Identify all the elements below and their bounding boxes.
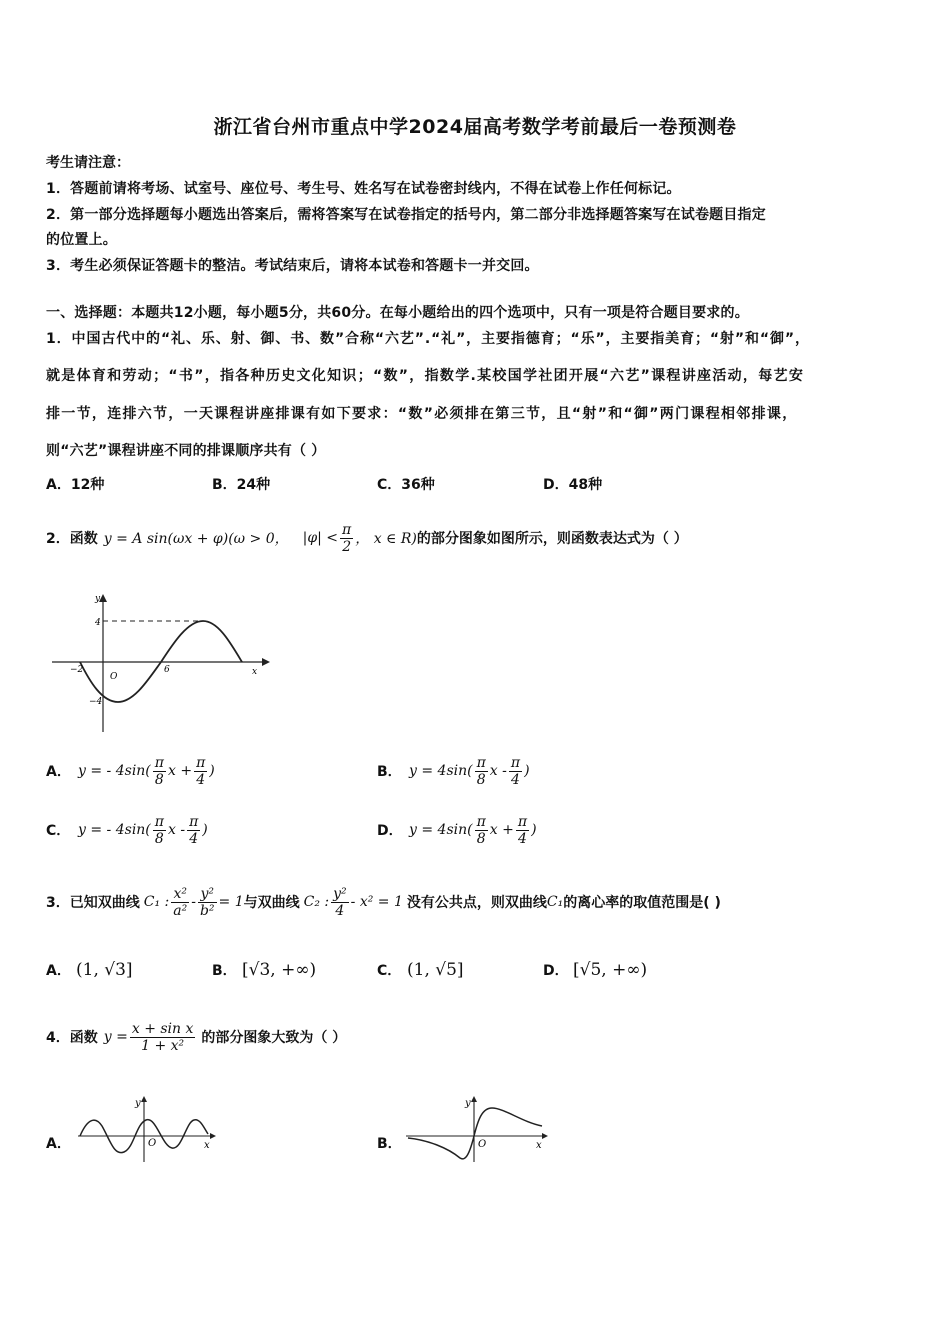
y-axis-arrow-icon — [99, 594, 107, 602]
numerator: x² — [171, 886, 189, 903]
q2-option-a[interactable] — [46, 752, 215, 790]
option-value: [√5, +∞) — [573, 960, 648, 980]
origin-label: O — [148, 1138, 157, 1149]
q3-prefix: 3．已知双曲线 — [46, 895, 140, 911]
denominator: 4 — [335, 902, 345, 919]
y-label: y — [465, 1098, 471, 1109]
notice-item: 2．第一部分选择题每小题选出答案后，需将答案写在试卷指定的括号内，第二部分非选择题答案写在试卷题目指定 — [46, 207, 766, 223]
q4-option-a-graph[interactable] — [76, 1094, 218, 1164]
notice-item: 1．答题前请将考场、试室号、座位号、考生号、姓名写在试卷密封线内，不得在试卷上作任何标记。 — [46, 181, 681, 197]
q2-prefix: 2．函数 — [46, 531, 98, 547]
numerator: π — [517, 813, 528, 830]
section-heading: 一、选择题：本题共12小题，每小题5分，共60分。在每小题给出的四个选项中，只有一项是符合题目要求的。 — [46, 305, 749, 321]
q3-minus: - — [191, 894, 196, 910]
q1-option-c[interactable]: C．36种 — [377, 477, 435, 493]
option-mid: x - — [489, 763, 507, 779]
q3-c2: C₂ : — [303, 894, 330, 910]
q3-suffix-a: 没有公共点，则双曲线 — [406, 895, 547, 911]
q2-pi-over-2 — [340, 522, 353, 555]
numerator: π — [154, 754, 164, 771]
pi-over-8 — [153, 814, 166, 847]
option-value: (1, √5] — [407, 960, 464, 980]
q2-option-b[interactable] — [377, 752, 530, 790]
option-value: (1, √3] — [76, 960, 133, 980]
pi-over-8 — [475, 755, 488, 788]
tick-neg2: −2 — [70, 665, 84, 675]
numerator: x + sin x — [131, 1020, 194, 1037]
q2-x-cond: ， x ∈ R) — [355, 531, 417, 547]
denominator: 8 — [476, 771, 486, 788]
denominator: 4 — [189, 830, 199, 847]
q1-option-b[interactable]: B．24种 — [212, 477, 271, 493]
q4-option-a-letter[interactable]: A． — [46, 1136, 71, 1152]
option-end: ) — [202, 822, 208, 838]
q2-graph — [50, 590, 270, 735]
numerator: π — [476, 813, 486, 830]
option-mid: x + — [489, 822, 514, 838]
q4-prefix: 4．函数 — [46, 1030, 98, 1046]
denominator: 8 — [154, 830, 164, 847]
option-letter: D． — [543, 963, 569, 979]
denominator: 8 — [476, 830, 486, 847]
q2-formula: y = A sin(ωx + φ)(ω > 0， — [103, 531, 289, 547]
origin-label: O — [478, 1139, 487, 1150]
numerator: π — [510, 754, 521, 771]
q4-option-b-graph[interactable] — [404, 1094, 550, 1164]
q4-stem — [46, 1012, 346, 1062]
q1-line: 1．中国古代中的“礼、乐、射、御、书、数”合称“六艺”.“礼”，主要指德育；“乐”，主要指美育；“射”和“御”， — [46, 331, 810, 347]
tick-4: 4 — [95, 618, 101, 628]
q3-mid: 与双曲线 — [243, 895, 300, 911]
option-letter: B． — [212, 963, 237, 979]
pi-over-8 — [153, 755, 166, 788]
q3-option-c[interactable] — [377, 952, 464, 988]
denominator: 8 — [154, 771, 164, 788]
q3-minus2: - x² = 1 — [350, 894, 403, 910]
option-mid: x - — [167, 822, 186, 838]
numerator: π — [189, 813, 199, 830]
notice-heading: 考生请注意： — [46, 155, 130, 171]
numerator: π — [154, 813, 164, 830]
numerator: π — [476, 754, 486, 771]
origin-label: O — [110, 672, 118, 682]
y-label: y — [95, 594, 101, 604]
x-axis-arrow-icon — [210, 1133, 216, 1139]
denominator: 4 — [196, 771, 206, 788]
option-value: [√3, +∞) — [242, 960, 317, 980]
q3-option-b[interactable] — [212, 952, 316, 988]
q3-suffix-b: 的离心率的取值范围是( ) — [563, 895, 721, 911]
option-end: ) — [209, 763, 215, 779]
option-letter: B． — [377, 764, 402, 780]
option-end: ) — [524, 763, 530, 779]
q1-option-d[interactable]: D．48种 — [543, 477, 603, 493]
numerator: y² — [333, 885, 347, 902]
q4-option-b-letter[interactable]: B． — [377, 1136, 402, 1152]
x-label: x — [252, 667, 258, 677]
option-lead: y = 4sin( — [409, 763, 473, 779]
y-axis-arrow-icon — [141, 1096, 147, 1102]
pi-over-4 — [187, 814, 200, 847]
pi-over-4 — [516, 814, 529, 847]
q3-eq1: = 1 — [218, 894, 244, 910]
option-lead: y = - 4sin( — [78, 763, 151, 779]
x-label: x — [204, 1140, 210, 1151]
denominator: 4 — [518, 830, 527, 847]
option-mid: x + — [167, 763, 193, 779]
option-letter: A． — [46, 764, 71, 780]
q3-option-a[interactable] — [46, 952, 133, 988]
q1-line: 就是体育和劳动；“书”，指各种历史文化知识；“数”，指数学.某校国学社团开展“六艺”课程讲座活动，每艺安 — [46, 368, 805, 384]
option-lead: y = - 4sin( — [78, 822, 151, 838]
notice-item: 的位置上。 — [46, 232, 117, 248]
y-label: y — [135, 1098, 141, 1109]
q2-option-c[interactable] — [46, 811, 208, 849]
x-axis-arrow-icon — [262, 658, 270, 666]
option-letter: C． — [46, 823, 71, 839]
option-lead: y = 4sin( — [409, 822, 473, 838]
tick-neg4: −4 — [89, 697, 103, 707]
q3-c1: C₁ : — [143, 894, 170, 910]
q2-phi-cond: |φ| < — [302, 530, 339, 546]
q3-option-d[interactable] — [543, 952, 647, 988]
q2-pi: π — [342, 521, 352, 538]
y2-over-b2 — [198, 886, 217, 919]
pi-over-4 — [509, 755, 522, 788]
q3-c1b: C₁ — [546, 894, 564, 910]
option-letter: D． — [377, 823, 403, 839]
q1-line: 排一节，连排六节，一天课程讲座排课有如下要求：“数”必须排在第三节，且“射”和“御”两门课程相邻排课， — [46, 406, 798, 422]
notice-item: 3．考生必须保证答题卡的整洁。考试结束后，请将本试卷和答题卡一并交回。 — [46, 258, 539, 274]
option-letter: A． — [46, 963, 71, 979]
q1-line: 则“六艺”课程讲座不同的排课顺序共有（ ） — [46, 443, 326, 459]
denominator: 1 + x² — [141, 1037, 185, 1054]
denominator: b² — [199, 902, 215, 919]
denominator: 4 — [511, 771, 520, 788]
pi-over-8 — [475, 814, 488, 847]
x2-over-a2 — [171, 886, 189, 919]
q4-y-eq: y = — [103, 1029, 128, 1045]
option-letter: C． — [377, 963, 402, 979]
page-title: 浙江省台州市重点中学2024届高考数学考前最后一卷预测卷 — [213, 116, 737, 138]
pi-over-4 — [194, 755, 207, 788]
x-label: x — [536, 1140, 542, 1151]
q1-option-a[interactable]: A．12种 — [46, 477, 105, 493]
y2-over-4 — [331, 886, 349, 919]
tick-6: 6 — [164, 665, 170, 675]
x-axis-arrow-icon — [542, 1133, 548, 1139]
option-end: ) — [531, 822, 537, 838]
q2-two: 2 — [342, 538, 352, 555]
y-axis-arrow-icon — [471, 1096, 477, 1102]
q4-fraction — [130, 1021, 196, 1054]
q2-stem — [46, 516, 688, 560]
curve — [408, 1108, 542, 1159]
q2-suffix: 的部分图象如图所示，则函数表达式为（ ） — [416, 531, 688, 547]
q4-suffix: 的部分图象大致为（ ） — [201, 1030, 347, 1046]
q3-stem — [46, 880, 721, 924]
q2-option-d[interactable] — [377, 811, 537, 849]
denominator: a² — [173, 902, 188, 919]
numerator: y² — [198, 886, 217, 903]
numerator: π — [196, 754, 206, 771]
